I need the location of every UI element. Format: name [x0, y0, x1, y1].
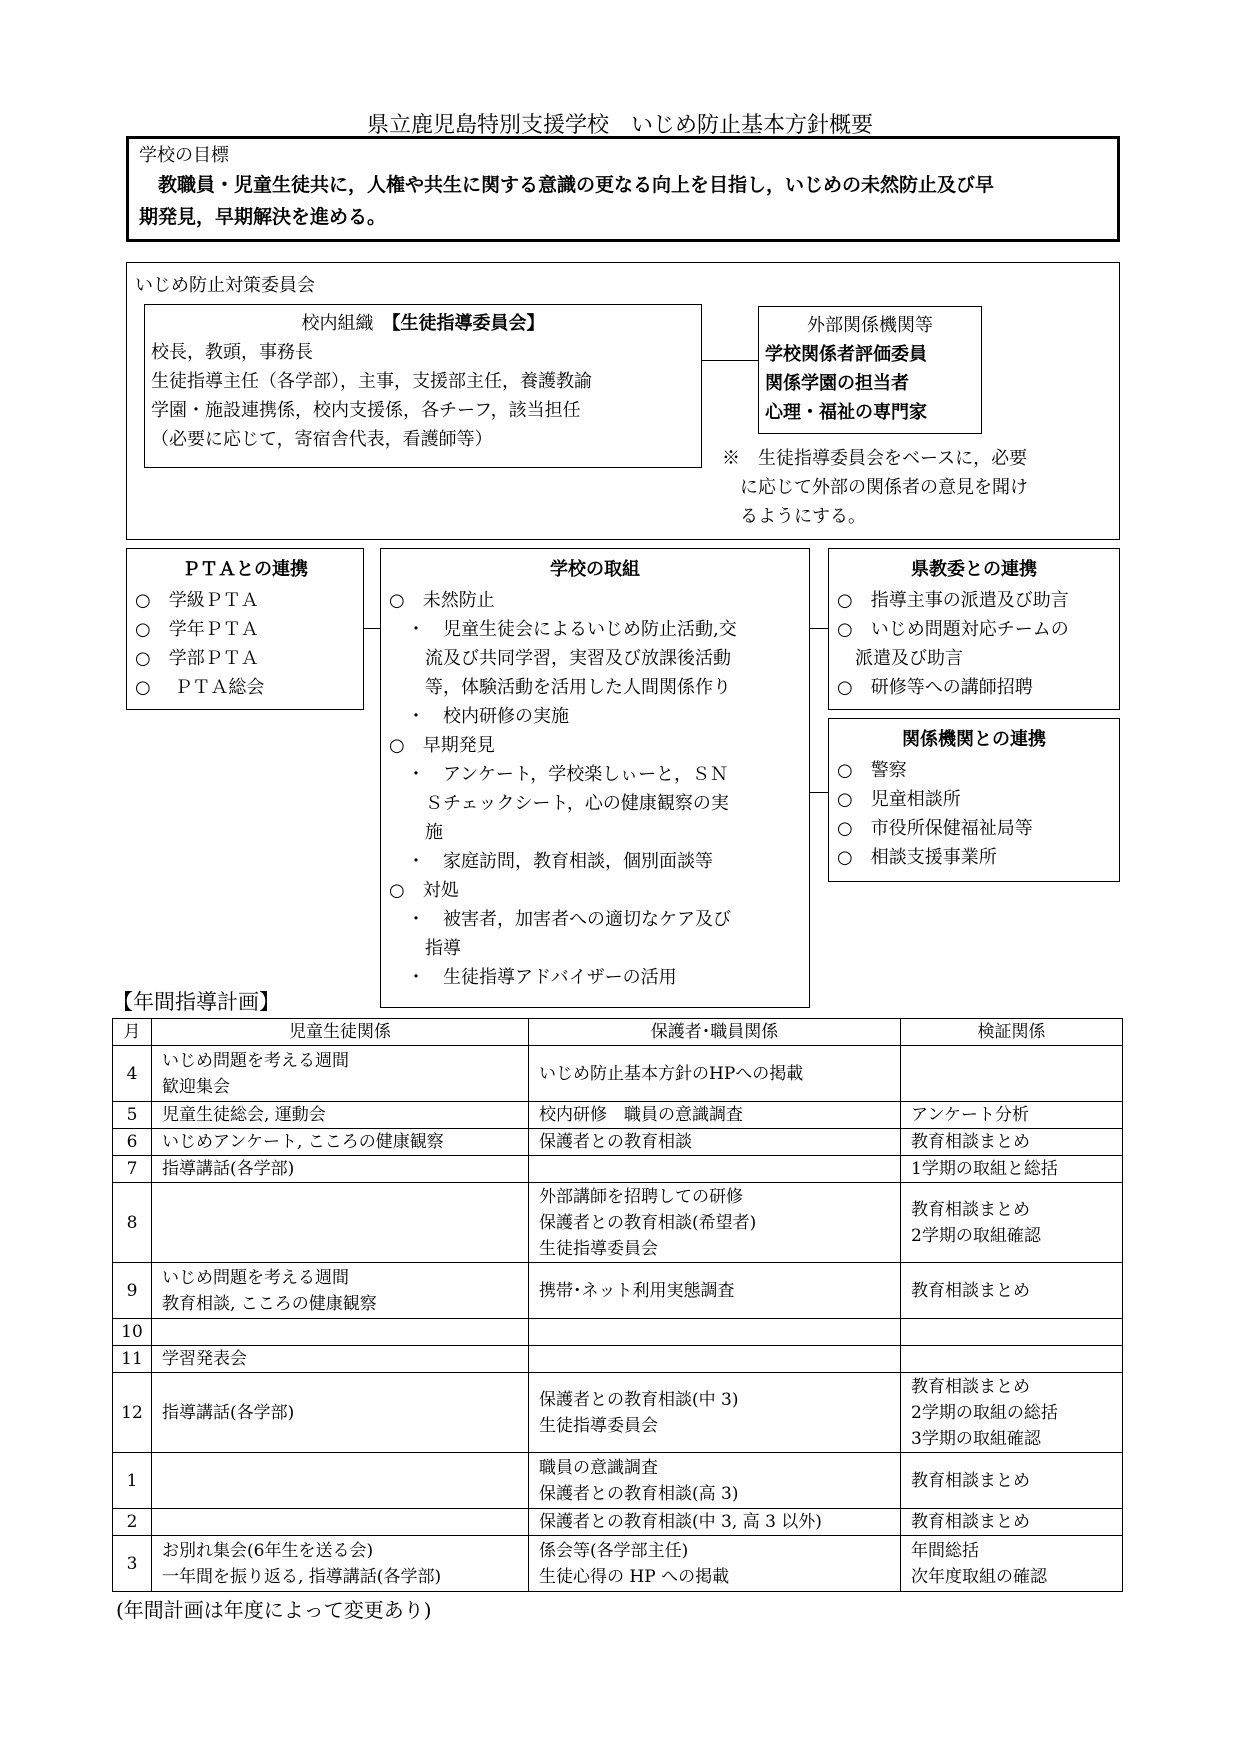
- school-goal-box: [126, 136, 1120, 242]
- external-agency-line: 心理・福祉の専門家: [765, 402, 927, 423]
- prefectural-board-line: ○ 指導主事の派遣及び助言: [837, 590, 1069, 611]
- prefectural-board-line: ○ 研修等への講師招聘: [837, 677, 1033, 698]
- cell-line: いじめ防止基本方針のHPへの掲載: [539, 1063, 804, 1084]
- verification-cell: [901, 1129, 1123, 1156]
- verification-cell: [901, 1183, 1123, 1263]
- school-initiative-line: 流及び共同学習，実習及び放課後活動: [389, 648, 731, 669]
- staff-parent-cell: [529, 1346, 901, 1373]
- prefectural-board-heading: 県教委との連携: [911, 559, 1037, 580]
- column-header: 保護者･職員関係: [529, 1019, 901, 1046]
- month-cell: 1: [113, 1453, 152, 1509]
- cell-line: 指導講話(各学部): [162, 1159, 295, 1179]
- verification-cell: [901, 1102, 1123, 1129]
- staff-parent-cell: [529, 1102, 901, 1129]
- verification-cell: [901, 1536, 1123, 1592]
- committee-note: [722, 444, 1102, 531]
- related-agency-line: ○ 市役所保健福祉局等: [837, 818, 1033, 839]
- cell-line: お別れ集会(6年生を送る会): [162, 1540, 374, 1561]
- column-header: 月: [113, 1019, 152, 1046]
- pta-item: ○ 学級ＰＴＡ: [135, 590, 259, 611]
- school-initiative-line: ・ 被害者，加害者への適切なケア及び: [389, 909, 731, 930]
- cell-line: 外部講師を招聘しての研修: [539, 1186, 743, 1207]
- table-row: [113, 1263, 1123, 1319]
- related-agency-line: ○ 児童相談所: [837, 789, 961, 810]
- cell-line: 教育相談まとめ: [911, 1470, 1030, 1491]
- month-cell: 4: [113, 1046, 152, 1102]
- school-initiative-line: ○ 早期発見: [389, 735, 495, 756]
- table-row: [113, 1183, 1123, 1263]
- student-cell: [152, 1046, 529, 1102]
- internal-heading-bold: 【生徒指導委員会】: [391, 313, 545, 334]
- table-header-row: [113, 1019, 1123, 1046]
- school-initiative-line: ・ 児童生徒会によるいじめ防止活動,交: [389, 619, 737, 640]
- staff-parent-cell: [529, 1156, 901, 1183]
- pta-item: ○ 学年ＰＴＡ: [135, 619, 259, 640]
- internal-organization-box: [144, 304, 702, 468]
- staff-parent-cell: [529, 1129, 901, 1156]
- cell-line: 職員の意識調査: [539, 1457, 658, 1478]
- cell-line: 2学期の取組確認: [911, 1225, 1041, 1246]
- cell-line: 保護者との教育相談(中 3, 高 3 以外): [539, 1512, 822, 1532]
- table-row: [113, 1319, 1123, 1346]
- related-agencies-box: [828, 718, 1120, 882]
- student-cell: [152, 1346, 529, 1373]
- pta-heading: ＰＴＡとの連携: [182, 559, 308, 580]
- pta-cooperation-box: [126, 548, 364, 710]
- table-row: [113, 1373, 1123, 1453]
- cell-line: 次年度取組の確認: [911, 1566, 1047, 1587]
- cell-line: 1学期の取組と総括: [911, 1159, 1058, 1179]
- verification-cell: [901, 1453, 1123, 1509]
- school-initiative-line: 施: [389, 822, 443, 843]
- internal-member-line: （必要に応じて，寄宿舎代表，看護師等）: [151, 429, 493, 450]
- internal-member-line: 生徒指導主任（各学部），主事，支援部主任，養護教諭: [151, 371, 592, 392]
- cell-line: 年間総括: [911, 1540, 979, 1561]
- staff-parent-cell: [529, 1453, 901, 1509]
- month-cell: 2: [113, 1509, 152, 1536]
- month-cell: 12: [113, 1373, 152, 1453]
- verification-cell: [901, 1263, 1123, 1319]
- annual-plan-label: 【年間指導計画】: [112, 990, 280, 1014]
- staff-parent-cell: [529, 1536, 901, 1592]
- cell-line: 保護者との教育相談(高 3): [539, 1483, 739, 1504]
- related-agency-line: ○ 相談支援事業所: [837, 847, 997, 868]
- verification-cell: [901, 1346, 1123, 1373]
- staff-parent-cell: [529, 1373, 901, 1453]
- cell-line: 保護者との教育相談: [539, 1132, 692, 1152]
- month-cell: 9: [113, 1263, 152, 1319]
- cell-line: 携帯･ネット利用実態調査: [539, 1280, 735, 1301]
- month-cell: 3: [113, 1536, 152, 1592]
- month-cell: 5: [113, 1102, 152, 1129]
- staff-parent-cell: [529, 1319, 901, 1346]
- school-initiative-line: Ｓチェックシート，心の健康観察の実: [389, 793, 729, 814]
- table-row: [113, 1046, 1123, 1102]
- internal-heading-prefix: 校内組織: [301, 313, 392, 334]
- month-cell: 10: [113, 1319, 152, 1346]
- internal-member-line: 学園・施設連携係，校内支援係，各チーフ，該当担任: [151, 400, 581, 421]
- internal-organization-heading: [151, 309, 695, 338]
- student-cell: [152, 1453, 529, 1509]
- external-agencies-heading: 外部関係機関等: [807, 315, 933, 336]
- month-cell: 6: [113, 1129, 152, 1156]
- staff-parent-cell: [529, 1046, 901, 1102]
- school-initiatives-heading: 学校の取組: [550, 559, 640, 580]
- committee-note-line: ※ 生徒指導委員会をベースに，必要: [722, 448, 1028, 469]
- cell-line: いじめアンケート, こころの健康観察: [162, 1132, 444, 1152]
- school-initiative-line: 等，体験活動を活用した人間関係作り: [389, 677, 731, 698]
- school-initiatives-box: [380, 548, 810, 1008]
- school-initiative-line: ・ 家庭訪問，教育相談，個別面談等: [389, 851, 713, 872]
- cell-line: 教育相談まとめ: [911, 1376, 1030, 1397]
- cell-line: 係会等(各学部主任): [539, 1540, 689, 1561]
- connector-line: [364, 628, 380, 629]
- external-agency-line: 関係学園の担当者: [765, 373, 909, 394]
- verification-cell: [901, 1046, 1123, 1102]
- school-initiative-line: ○ 未然防止: [389, 590, 495, 611]
- table-row: [113, 1346, 1123, 1373]
- cell-line: 保護者との教育相談(希望者): [539, 1212, 757, 1233]
- cell-line: 一年間を振り返る, 指導講話(各学部): [162, 1566, 442, 1587]
- verification-cell: [901, 1156, 1123, 1183]
- cell-line: 歓迎集会: [162, 1076, 230, 1097]
- school-initiative-line: ・ 生徒指導アドバイザーの活用: [389, 967, 677, 988]
- student-cell: [152, 1319, 529, 1346]
- cell-line: 指導講話(各学部): [162, 1402, 295, 1423]
- pta-item: ○ 学部ＰＴＡ: [135, 648, 259, 669]
- school-initiative-line: ○ 対処: [389, 880, 459, 901]
- cell-line: 教育相談まとめ: [911, 1280, 1030, 1301]
- verification-cell: [901, 1319, 1123, 1346]
- committee-label: いじめ防止対策委員会: [135, 275, 315, 296]
- related-agency-line: ○ 警察: [837, 760, 907, 781]
- cell-line: 教育相談まとめ: [911, 1132, 1030, 1152]
- cell-line: いじめ問題を考える週間: [162, 1050, 349, 1071]
- student-cell: [152, 1509, 529, 1536]
- committee-note-line: るようにする。: [722, 506, 866, 527]
- internal-member-line: 校長，教頭，事務長: [151, 342, 313, 363]
- committee-note-line: に応じて外部の関係者の意見を聞け: [722, 477, 1028, 498]
- school-goal-line: 教職員・児童生徒共に，人権や共生に関する意識の更なる向上を目指し，いじめの未然防止及び早: [158, 174, 995, 196]
- student-cell: [152, 1129, 529, 1156]
- student-cell: [152, 1156, 529, 1183]
- cell-line: 保護者との教育相談(中 3): [539, 1389, 739, 1410]
- staff-parent-cell: [529, 1263, 901, 1319]
- connector-line: [810, 792, 828, 793]
- table-row: [113, 1509, 1123, 1536]
- school-goal-label: 学校の目標: [139, 145, 229, 166]
- column-header: 検証関係: [901, 1019, 1123, 1046]
- connector-line: [702, 360, 758, 361]
- cell-line: 教育相談, こころの健康観察: [162, 1293, 377, 1314]
- verification-cell: [901, 1373, 1123, 1453]
- table-row: [113, 1156, 1123, 1183]
- prefectural-board-box: [828, 548, 1120, 710]
- page-title: 県立鹿児島特別支援学校 いじめ防止基本方針概要: [366, 113, 873, 138]
- annual-plan-table: [112, 1018, 1123, 1592]
- table-row: [113, 1453, 1123, 1509]
- cell-line: 教育相談まとめ: [911, 1199, 1030, 1220]
- prefectural-board-line: ○ いじめ問題対応チームの: [837, 619, 1069, 640]
- cell-line: アンケート分析: [911, 1105, 1029, 1125]
- connector-line: [810, 628, 828, 629]
- cell-line: 生徒指導委員会: [539, 1415, 658, 1436]
- pta-item: ○ ＰＴＡ総会: [135, 677, 265, 698]
- student-cell: [152, 1183, 529, 1263]
- school-initiative-line: ・ アンケート，学校楽しぃーと，ＳＮ: [389, 764, 728, 785]
- student-cell: [152, 1263, 529, 1319]
- cell-line: 生徒指導委員会: [539, 1238, 658, 1259]
- related-agencies-heading: 関係機関との連携: [902, 729, 1046, 750]
- cell-line: 生徒心得の HP への掲載: [539, 1566, 730, 1587]
- student-cell: [152, 1373, 529, 1453]
- external-agency-line: 学校関係者評価委員: [765, 344, 927, 365]
- annual-plan-footnote: (年間計画は年度によって変更あり): [116, 1598, 432, 1622]
- staff-parent-cell: [529, 1183, 901, 1263]
- cell-line: いじめ問題を考える週間: [162, 1267, 349, 1288]
- student-cell: [152, 1536, 529, 1592]
- cell-line: 校内研修 職員の意識調査: [539, 1105, 743, 1125]
- staff-parent-cell: [529, 1509, 901, 1536]
- table-row: [113, 1129, 1123, 1156]
- month-cell: 11: [113, 1346, 152, 1373]
- school-goal-line: 期発見，早期解決を進める。: [139, 206, 387, 228]
- school-initiative-line: ・ 校内研修の実施: [389, 706, 569, 727]
- cell-line: 3学期の取組確認: [911, 1428, 1041, 1449]
- column-header: 児童生徒関係: [152, 1019, 529, 1046]
- verification-cell: [901, 1509, 1123, 1536]
- prefectural-board-line: 派遣及び助言: [837, 648, 963, 669]
- external-agencies-box: [758, 306, 982, 434]
- month-cell: 7: [113, 1156, 152, 1183]
- student-cell: [152, 1102, 529, 1129]
- school-initiative-line: 指導: [389, 938, 461, 959]
- cell-line: 教育相談まとめ: [911, 1512, 1030, 1532]
- cell-line: 児童生徒総会, 運動会: [162, 1105, 326, 1125]
- cell-line: 学習発表会: [162, 1349, 247, 1369]
- month-cell: 8: [113, 1183, 152, 1263]
- table-row: [113, 1102, 1123, 1129]
- cell-line: 2学期の取組の総括: [911, 1402, 1058, 1423]
- table-row: [113, 1536, 1123, 1592]
